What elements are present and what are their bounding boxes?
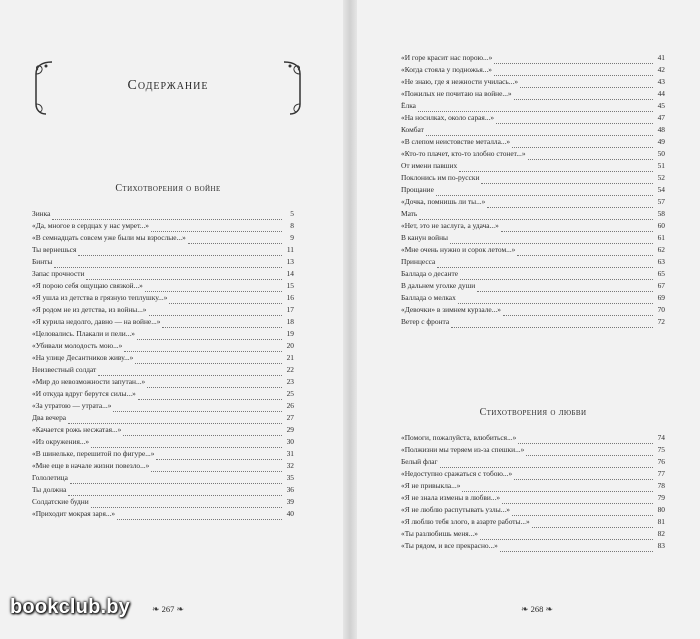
toc-header xyxy=(32,60,304,116)
toc-entry-page: 83 xyxy=(657,541,665,550)
toc-entry-page: 58 xyxy=(657,209,665,218)
toc-entry xyxy=(401,64,665,76)
toc-entry-title: В канун войны xyxy=(401,233,448,242)
toc-entry-title: Ты вернешься xyxy=(32,245,77,254)
toc-entry xyxy=(401,232,665,244)
toc-entry-title: Комбат xyxy=(401,125,424,134)
page-number-right: ❧ 268 ❧ xyxy=(520,604,554,614)
toc-entry-page: 5 xyxy=(290,209,294,218)
toc-dot-leader xyxy=(437,259,653,268)
toc-entry-title: Ветер с фронта xyxy=(401,317,450,326)
toc-entry-title: От имени павших xyxy=(401,161,458,170)
toc-dot-leader xyxy=(532,519,653,528)
toc-entry-title: «И горе красит нас порою...» xyxy=(401,53,493,62)
toc-entry-page: 43 xyxy=(657,77,665,86)
toc-entry-title: «Приходит мокрая заря...» xyxy=(32,509,116,518)
toc-entry-page: 35 xyxy=(286,473,294,482)
toc-entry-page: 60 xyxy=(657,221,665,230)
toc-dot-leader xyxy=(151,223,282,232)
toc-entry-title: «Ты рядом, и все прекрасно...» xyxy=(401,541,498,550)
section-title-war: Стихотворения о войне xyxy=(115,183,221,194)
toc-entry-page: 44 xyxy=(657,89,665,98)
toc-entry xyxy=(401,256,665,268)
toc-entry-page: 15 xyxy=(286,281,294,290)
toc-entry xyxy=(401,136,665,148)
folio-ornament-icon: ❧ xyxy=(176,604,185,614)
toc-entry xyxy=(401,304,665,316)
toc-entry-page: 42 xyxy=(657,65,665,74)
toc-dot-leader xyxy=(169,295,282,304)
toc-entry-page: 65 xyxy=(657,269,665,278)
folio-ornament-icon: ❧ xyxy=(151,604,160,614)
toc-entry xyxy=(32,232,294,244)
toc-dot-leader xyxy=(426,127,653,136)
toc-entry-title: Мать xyxy=(401,209,418,218)
toc-entry xyxy=(32,280,294,292)
toc-entry xyxy=(32,424,294,436)
toc-dot-leader xyxy=(496,115,653,124)
toc-entry-page: 48 xyxy=(657,125,665,134)
toc-entry xyxy=(401,540,665,552)
folio-ornament-icon: ❧ xyxy=(520,604,529,614)
toc-dot-leader xyxy=(494,55,653,64)
right-page xyxy=(357,0,700,639)
toc-entry-title: «Полжизни мы теряем из-за спешки...» xyxy=(401,445,525,454)
toc-entry xyxy=(32,412,294,424)
toc-entry-page: 40 xyxy=(286,509,294,518)
toc-entry xyxy=(32,496,294,508)
toc-entry xyxy=(401,480,665,492)
toc-entry-title: Поклонись им по-русски xyxy=(401,173,480,182)
toc-entry xyxy=(32,244,294,256)
toc-entry xyxy=(32,208,294,220)
toc-entry-page: 39 xyxy=(286,497,294,506)
toc-dot-leader xyxy=(512,139,653,148)
book-gutter xyxy=(343,0,357,639)
toc-entry-title: «Качается рожь несжатая...» xyxy=(32,425,122,434)
toc-entry xyxy=(401,504,665,516)
toc-dot-leader xyxy=(113,403,282,412)
toc-entry-page: 11 xyxy=(286,245,294,254)
toc-entry-title: Бинты xyxy=(32,257,53,266)
toc-entry-title: Ты должна xyxy=(32,485,67,494)
toc-entry xyxy=(401,432,665,444)
toc-entry-title: «Помоги, пожалуйста, влюбиться...» xyxy=(401,433,517,442)
toc-entry-page: 78 xyxy=(657,481,665,490)
toc-entry xyxy=(32,256,294,268)
toc-entry-page: 14 xyxy=(286,269,294,278)
toc-dot-leader xyxy=(151,463,282,472)
toc-dot-leader xyxy=(123,427,282,436)
toc-entry-page: 74 xyxy=(657,433,665,442)
toc-entry-title: «В шинельке, перешитой по фигуре...» xyxy=(32,449,155,458)
toc-entry-title: «Девочки» в зимнем курзале...» xyxy=(401,305,501,314)
toc-entry xyxy=(32,352,294,364)
toc-entry-page: 8 xyxy=(290,221,294,230)
toc-entry-title: «Мне еще в начале жизни повезло...» xyxy=(32,461,150,470)
toc-dot-leader xyxy=(477,283,653,292)
toc-entry xyxy=(401,280,665,292)
toc-entry-title: «Я ушла из детства в грязную теплушку...» xyxy=(32,293,168,302)
toc-entry-page: 49 xyxy=(657,137,665,146)
toc-entry-page: 45 xyxy=(657,101,665,110)
toc-entry xyxy=(32,220,294,232)
toc-dot-leader xyxy=(460,271,653,280)
toc-dot-leader xyxy=(91,499,282,508)
toc-entry-title: «И откуда вдруг берутся силы...» xyxy=(32,389,136,398)
toc-entry-page: 19 xyxy=(286,329,294,338)
toc-entry-page: 22 xyxy=(286,365,294,374)
toc-entry-title: «Когда стояла у подножья...» xyxy=(401,65,493,74)
toc-entry-page: 30 xyxy=(286,437,294,446)
toc-dot-leader xyxy=(70,475,282,484)
toc-entry-title: «На носилках, около сарая...» xyxy=(401,113,495,122)
toc-entry xyxy=(32,460,294,472)
toc-dot-leader xyxy=(501,223,653,232)
toc-entry-page: 27 xyxy=(286,413,294,422)
toc-entry-title: «За утратою — утрата...» xyxy=(32,401,112,410)
toc-entry xyxy=(401,268,665,280)
toc-entry xyxy=(401,528,665,540)
toc-dot-leader xyxy=(517,247,653,256)
toc-dot-leader xyxy=(436,187,653,196)
toc-entry xyxy=(401,184,665,196)
toc-dot-leader xyxy=(86,271,282,280)
toc-dot-leader xyxy=(188,235,282,244)
toc-entry-title: «Недоступно сражаться с тобою...» xyxy=(401,469,513,478)
toc-entry xyxy=(401,124,665,136)
toc-entry-title: Ёлка xyxy=(401,101,416,110)
toc-heading: Содержание xyxy=(127,78,209,93)
toc-dot-leader xyxy=(503,307,653,316)
toc-dot-leader xyxy=(494,67,653,76)
toc-dot-leader xyxy=(124,343,282,352)
toc-entry-title: «Убивали молодость мою...» xyxy=(32,341,123,350)
toc-entry-title: «Нет, это не заслуга, а удача...» xyxy=(401,221,499,230)
toc-entry xyxy=(401,52,665,64)
toc-dot-leader xyxy=(117,511,282,520)
toc-entry xyxy=(401,244,665,256)
toc-dot-leader xyxy=(145,283,282,292)
toc-entry-title: «Я люблю тебя злого, в азарте работы...» xyxy=(401,517,530,526)
toc-entry xyxy=(32,316,294,328)
toc-entry xyxy=(401,220,665,232)
toc-entry-title: «Да, многое в сердцах у нас умрет...» xyxy=(32,221,149,230)
toc-entry-title: Запас прочности xyxy=(32,269,85,278)
toc-entry-title: «Из окружения...» xyxy=(32,437,90,446)
toc-dot-leader xyxy=(162,319,282,328)
toc-dot-leader xyxy=(459,163,653,172)
toc-entry-page: 80 xyxy=(657,505,665,514)
toc-dot-leader xyxy=(418,103,653,112)
toc-entry-title: «Я родом не из детства, из войны...» xyxy=(32,305,147,314)
toc-entry-title: «Я не люблю распутывать узлы...» xyxy=(401,505,510,514)
toc-entry-title: «Ты разлюбишь меня...» xyxy=(401,529,478,538)
toc-entry xyxy=(32,388,294,400)
toc-entry xyxy=(32,448,294,460)
toc-dot-leader xyxy=(78,247,282,256)
page-number-left: ❧ 267 ❧ xyxy=(151,604,185,614)
toc-entry xyxy=(32,472,294,484)
toc-list-love xyxy=(401,432,665,552)
toc-entry-title: «Я курила недолго, давно — на войне...» xyxy=(32,317,161,326)
toc-entry xyxy=(32,376,294,388)
toc-entry-page: 25 xyxy=(286,389,294,398)
toc-entry-page: 61 xyxy=(657,233,665,242)
toc-entry xyxy=(401,160,665,172)
toc-dot-leader xyxy=(518,435,653,444)
toc-dot-leader xyxy=(480,531,653,540)
toc-dot-leader xyxy=(520,79,653,88)
toc-entry-page: 57 xyxy=(657,197,665,206)
toc-entry-title: «Кто-то плачет, кто-то злобно стонет...» xyxy=(401,149,526,158)
toc-dot-leader xyxy=(512,507,653,516)
folio-ornament-icon: ❧ xyxy=(545,604,554,614)
toc-dot-leader xyxy=(98,367,282,376)
toc-entry-page: 13 xyxy=(286,257,294,266)
toc-dot-leader xyxy=(52,211,282,220)
toc-entry-title: «В семнадцать совсем уже были мы взрослые...» xyxy=(32,233,186,242)
left-page xyxy=(0,0,343,639)
toc-entry-title: Баллада о мелках xyxy=(401,293,456,302)
toc-entry xyxy=(401,492,665,504)
toc-entry-title: «Я не знала измены в любви...» xyxy=(401,493,501,502)
toc-entry-page: 23 xyxy=(286,377,294,386)
toc-entry xyxy=(401,148,665,160)
toc-entry-page: 69 xyxy=(657,293,665,302)
toc-entry-title: «Дочка, помнишь ли ты...» xyxy=(401,197,486,206)
toc-entry-page: 67 xyxy=(657,281,665,290)
section-title-love: Стихотворения о любви xyxy=(479,407,587,418)
toc-dot-leader xyxy=(458,295,653,304)
toc-entry xyxy=(401,76,665,88)
toc-entry-title: Два вечера xyxy=(32,413,67,422)
toc-dot-leader xyxy=(156,451,282,460)
toc-entry xyxy=(32,364,294,376)
toc-dot-leader xyxy=(137,331,282,340)
toc-entry xyxy=(401,172,665,184)
toc-dot-leader xyxy=(54,259,282,268)
toc-entry-title: «Пожилых не почитаю на войне...» xyxy=(401,89,512,98)
toc-entry xyxy=(401,196,665,208)
toc-entry-title: «Я порою себя ощущаю связкой...» xyxy=(32,281,143,290)
toc-entry-title: «Мне очень нужно и сорок летом...» xyxy=(401,245,516,254)
toc-entry-page: 70 xyxy=(657,305,665,314)
toc-entry-page: 21 xyxy=(286,353,294,362)
toc-dot-leader xyxy=(481,175,653,184)
toc-entry-title: В дальнем уголке души xyxy=(401,281,476,290)
toc-entry-page: 50 xyxy=(657,149,665,158)
toc-entry-page: 31 xyxy=(286,449,294,458)
toc-entry-title: Солдатские будни xyxy=(32,497,89,506)
toc-entry-title: Гололетица xyxy=(32,473,68,482)
site-watermark: bookclub.by xyxy=(10,596,130,618)
toc-entry xyxy=(32,436,294,448)
right-corner-ornament-icon xyxy=(282,60,304,116)
toc-entry-page: 54 xyxy=(657,185,665,194)
toc-dot-leader xyxy=(419,211,653,220)
toc-dot-leader xyxy=(528,151,653,160)
toc-entry-page: 47 xyxy=(657,113,665,122)
toc-entry xyxy=(401,208,665,220)
toc-entry-title: «Я не привыкла...» xyxy=(401,481,461,490)
toc-entry xyxy=(32,304,294,316)
toc-entry-page: 52 xyxy=(657,173,665,182)
toc-dot-leader xyxy=(68,415,282,424)
toc-entry xyxy=(401,100,665,112)
toc-entry-page: 76 xyxy=(657,457,665,466)
toc-dot-leader xyxy=(514,471,653,480)
toc-dot-leader xyxy=(514,91,653,100)
toc-entry xyxy=(401,112,665,124)
toc-entry-page: 62 xyxy=(657,245,665,254)
toc-entry-title: Баллада о десанте xyxy=(401,269,459,278)
toc-entry-page: 16 xyxy=(286,293,294,302)
toc-entry-page: 36 xyxy=(286,485,294,494)
toc-entry xyxy=(401,516,665,528)
toc-entry-page: 77 xyxy=(657,469,665,478)
toc-entry-title: «Не знаю, где я нежности училась...» xyxy=(401,77,519,86)
toc-entry xyxy=(32,400,294,412)
toc-entry-title: «В слепом неистовстве металла...» xyxy=(401,137,511,146)
toc-entry xyxy=(401,444,665,456)
toc-entry xyxy=(32,328,294,340)
toc-entry-page: 51 xyxy=(657,161,665,170)
toc-entry-page: 18 xyxy=(286,317,294,326)
toc-dot-leader xyxy=(502,495,653,504)
toc-dot-leader xyxy=(68,487,282,496)
toc-entry xyxy=(32,508,294,520)
toc-entry xyxy=(401,456,665,468)
toc-entry xyxy=(32,292,294,304)
toc-dot-leader xyxy=(138,391,282,400)
toc-entry-page: 17 xyxy=(286,305,294,314)
toc-entry xyxy=(32,268,294,280)
toc-entry-page: 29 xyxy=(286,425,294,434)
toc-entry-title: Прощание xyxy=(401,185,434,194)
toc-entry-title: Зинка xyxy=(32,209,51,218)
toc-entry xyxy=(401,468,665,480)
toc-entry-page: 75 xyxy=(657,445,665,454)
toc-entry xyxy=(401,292,665,304)
toc-entry xyxy=(32,340,294,352)
toc-dot-leader xyxy=(500,543,653,552)
toc-dot-leader xyxy=(462,483,653,492)
toc-entry-title: «Целовались. Плакали и пели...» xyxy=(32,329,135,338)
toc-entry-page: 26 xyxy=(286,401,294,410)
toc-entry xyxy=(32,484,294,496)
toc-entry-page: 79 xyxy=(657,493,665,502)
toc-entry-title: «Мир до невозможности запутан...» xyxy=(32,377,146,386)
toc-list-war-continued xyxy=(401,52,665,328)
toc-entry-title: «На улице Десантников живу...» xyxy=(32,353,134,362)
toc-entry-page: 82 xyxy=(657,529,665,538)
toc-entry-page: 63 xyxy=(657,257,665,266)
toc-dot-leader xyxy=(451,319,653,328)
toc-entry-title: Принцесса xyxy=(401,257,436,266)
toc-dot-leader xyxy=(147,379,282,388)
toc-list-war xyxy=(32,208,294,520)
toc-dot-leader xyxy=(91,439,282,448)
toc-entry-page: 72 xyxy=(657,317,665,326)
toc-entry xyxy=(401,316,665,328)
toc-entry-page: 41 xyxy=(657,53,665,62)
toc-entry-page: 32 xyxy=(286,461,294,470)
toc-entry-title: Неизвестный солдат xyxy=(32,365,97,374)
toc-dot-leader xyxy=(149,307,282,316)
toc-entry-page: 20 xyxy=(286,341,294,350)
toc-dot-leader xyxy=(526,447,653,456)
toc-dot-leader xyxy=(487,199,653,208)
toc-entry-title: Белый флаг xyxy=(401,457,438,466)
toc-entry-page: 81 xyxy=(657,517,665,526)
toc-entry-page: 9 xyxy=(290,233,294,242)
toc-dot-leader xyxy=(440,459,653,468)
toc-entry xyxy=(401,88,665,100)
toc-dot-leader xyxy=(450,235,653,244)
toc-dot-leader xyxy=(135,355,282,364)
